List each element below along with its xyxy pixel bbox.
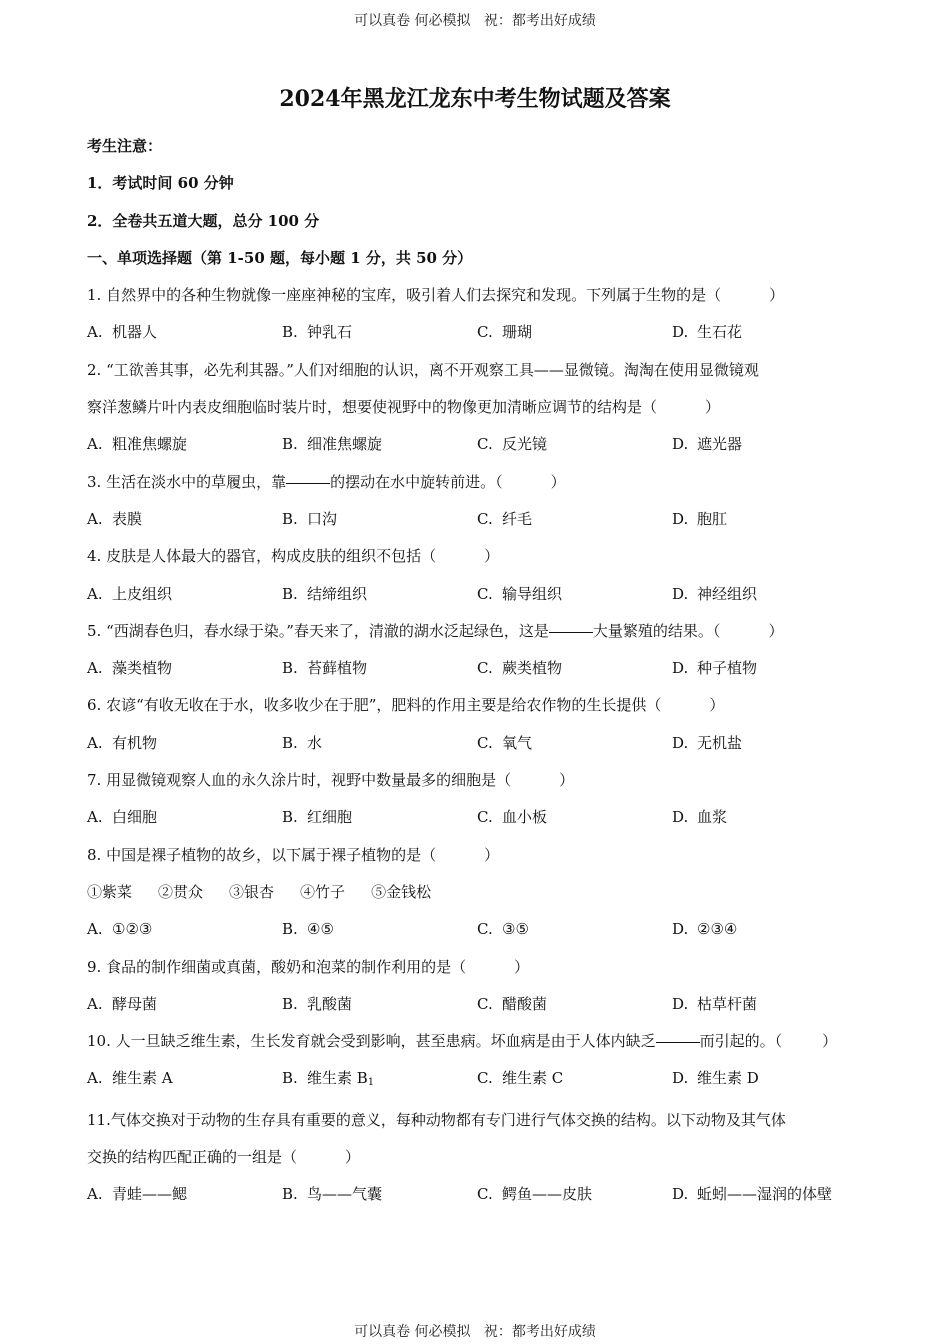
option: D. 血浆	[672, 808, 728, 827]
option: A. ①②③	[87, 920, 153, 939]
option: B. 细准焦螺旋	[282, 435, 383, 454]
option: B. ④⑤	[282, 920, 334, 939]
notice-heading: 考生注意：	[87, 137, 163, 155]
question-8: 8. 中国是裸子植物的故乡，以下属于裸子植物的是（ ）	[87, 845, 500, 864]
option: D. 胞肛	[672, 509, 728, 528]
option: C. 蕨类植物	[477, 659, 563, 678]
option: C. 鳄鱼——皮肤	[477, 1185, 593, 1204]
section-heading: 一、单项选择题（第 1-50 题，每小题 1 分，共 50 分）	[87, 248, 473, 267]
option: C. ③⑤	[477, 920, 529, 939]
option: C. 输导组织	[477, 584, 563, 603]
exam-content	[87, 128, 877, 1214]
option: A. 粗准焦螺旋	[87, 435, 188, 454]
page-footer: 可以真卷 何必模拟 祝：都考出好成绩	[354, 1324, 596, 1340]
option: A. 上皮组织	[87, 584, 173, 603]
question-5: 5. “西湖春色归，春水绿于染。”春天来了，清澈的湖水泛起绿色，这是 大量繁殖的结果。（ ）	[87, 621, 784, 640]
question-10: 10. 人一旦缺乏维生素，生长发育就会受到影响，甚至患病。坏血病是由于人体内缺乏 而引起的。（ ）	[87, 1032, 838, 1051]
question-2: 2. “工欲善其事，必先利其器。”人们对细胞的认识，离不开观察工具——显微镜。淘淘在使用显微镜观	[87, 360, 759, 379]
option: D. 神经组织	[672, 584, 758, 603]
options-1	[87, 314, 877, 351]
option: D. 生石花	[672, 323, 743, 342]
option: A. 青蛙——鳃	[87, 1185, 188, 1204]
options-8	[87, 911, 877, 948]
option: C. 纤毛	[477, 509, 533, 528]
option: C. 珊瑚	[477, 323, 533, 342]
option: B. 鸟——气囊	[282, 1185, 383, 1204]
option: C. 血小板	[477, 808, 548, 827]
question-2-cont: 察洋葱鳞片叶内表皮细胞临时装片时，想要使视野中的物像更加清晰应调节的结构是（ ）	[87, 398, 721, 417]
option: D. ②③④	[672, 920, 738, 939]
option: B. 红细胞	[282, 808, 353, 827]
option: C. 维生素 C	[477, 1069, 564, 1088]
option: B. 口沟	[282, 509, 338, 528]
option: A. 白细胞	[87, 808, 158, 827]
notice-item-score: 2．全卷共五道大题，总分 100 分	[87, 211, 320, 230]
option: B. 结缔组织	[282, 584, 368, 603]
list-item: ②贯众	[158, 882, 204, 901]
option: B. 水	[282, 733, 323, 752]
option: D. 枯草杆菌	[672, 994, 758, 1013]
question-3: 3. 生活在淡水中的草履虫，靠 的摆动在水中旋转前进。（ ）	[87, 472, 566, 491]
option: B. 钟乳石	[282, 323, 353, 342]
options-2	[87, 426, 877, 463]
option: C. 氧气	[477, 733, 533, 752]
answer-blank	[656, 1041, 700, 1043]
option: A. 有机物	[87, 733, 158, 752]
options-5	[87, 650, 877, 687]
list-item: ①紫菜	[87, 882, 133, 901]
option: C. 反光镜	[477, 435, 548, 454]
option: D. 遮光器	[672, 435, 743, 454]
page-title: 2024年黑龙江龙东中考生物试题及答案	[279, 86, 671, 112]
option: A. 酵母菌	[87, 994, 158, 1013]
question-11-cont: 交换的结构匹配正确的一组是（ ）	[87, 1148, 361, 1167]
question-6: 6. 农谚“有收无收在于水，收多收少在于肥”，肥料的作用主要是给农作物的生长提供（ ）	[87, 696, 725, 715]
list-item: ④竹子	[300, 882, 346, 901]
option: B. 苔藓植物	[282, 659, 368, 678]
list-item: ⑤金钱松	[371, 882, 432, 901]
option: A. 机器人	[87, 323, 158, 342]
option: C. 醋酸菌	[477, 994, 548, 1013]
question-8-items	[87, 874, 877, 911]
option: A. 表膜	[87, 509, 143, 528]
option: B. 维生素 $B_1$	[282, 1069, 375, 1089]
options-10	[87, 1060, 877, 1101]
options-4	[87, 576, 877, 613]
question-1: 1. 自然界中的各种生物就像一座座神秘的宝库，吸引着人们去探究和发现。下列属于生物的是（ ）	[87, 286, 785, 305]
option: B. 乳酸菌	[282, 994, 353, 1013]
option: A. 维生素 A	[87, 1069, 173, 1088]
answer-blank	[549, 631, 593, 633]
option: D. 无机盐	[672, 733, 743, 752]
notice-item-time: 1．考试时间 60 分钟	[87, 174, 234, 193]
question-4: 4. 皮肤是人体最大的器官，构成皮肤的组织不包括（ ）	[87, 547, 500, 566]
subscript: 1	[367, 1077, 375, 1089]
options-9	[87, 986, 877, 1023]
question-7: 7. 用显微镜观察人血的永久涂片时，视野中数量最多的细胞是（ ）	[87, 771, 575, 790]
option: A. 藻类植物	[87, 659, 173, 678]
question-9: 9. 食品的制作细菌或真菌，酸奶和泡菜的制作利用的是（ ）	[87, 957, 530, 976]
option: D. 种子植物	[672, 659, 758, 678]
question-11: 11.气体交换对于动物的生存具有重要的意义，每种动物都有专门进行气体交换的结构。以下动物及其气体	[87, 1110, 786, 1129]
options-3	[87, 501, 877, 538]
page-header: 可以真卷 何必模拟 祝：都考出好成绩	[354, 13, 596, 29]
options-6	[87, 725, 877, 762]
option: D. 蚯蚓——湿润的体壁	[672, 1185, 833, 1204]
options-11	[87, 1176, 877, 1213]
options-7	[87, 799, 877, 836]
option: D. 维生素 D	[672, 1069, 759, 1088]
answer-blank	[286, 482, 330, 484]
list-item: ③银杏	[229, 882, 275, 901]
